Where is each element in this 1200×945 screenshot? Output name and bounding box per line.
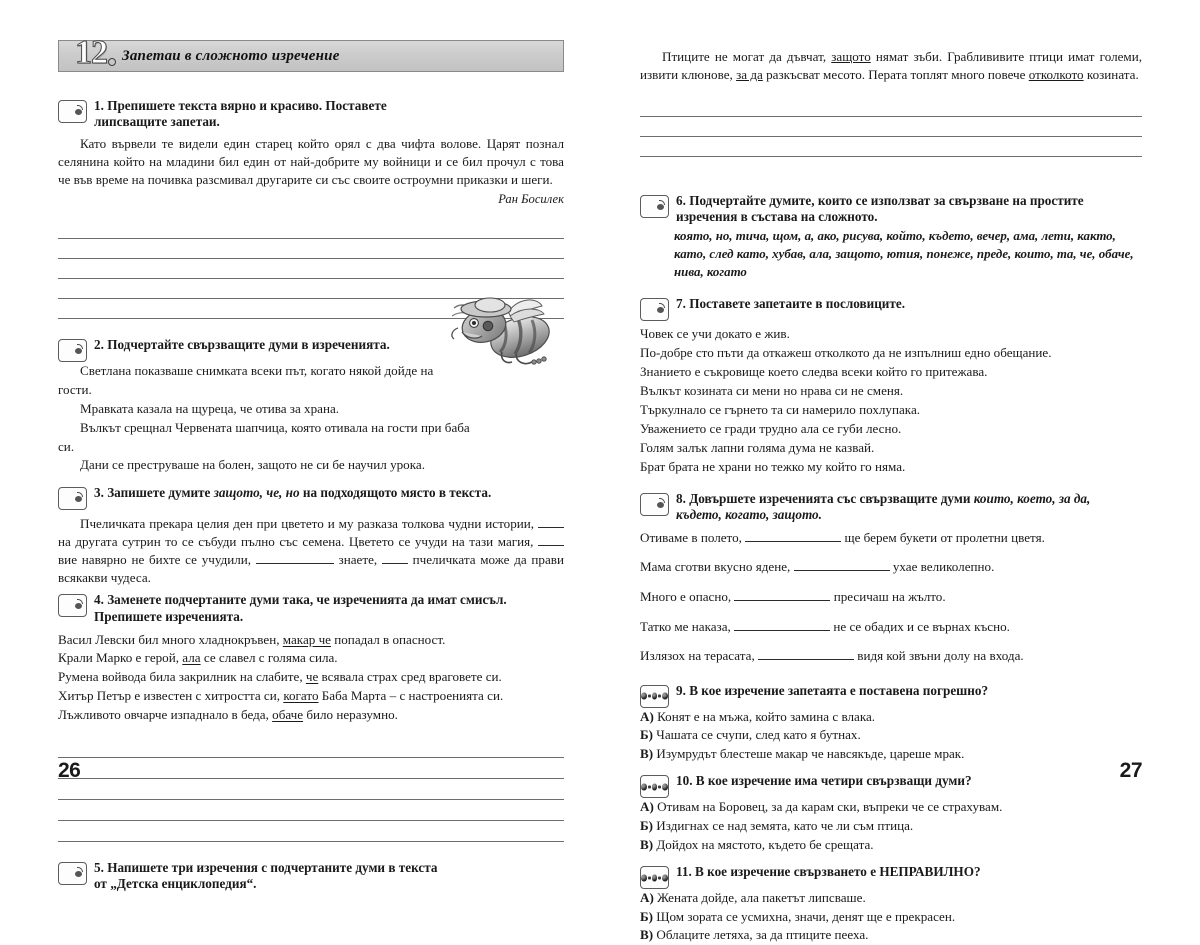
exercise-1-attribution: Ран Босилек: [498, 191, 564, 206]
exercise-4-head: [58, 592, 564, 624]
exercise-9-option-a[interactable]: [640, 708, 1142, 727]
exercise-4-title: [94, 592, 507, 624]
ex4-s2-underlined: ала: [182, 650, 201, 666]
exercise-6-word-list[interactable]: която, но, тича, щом, а, ако, рисува, който, където, вечер, ама, лети, както, като, след като, хубав, ала, защото, ютия, понеже, преде, които, та, че, обаче, нива, когато: [674, 228, 1134, 280]
answer-line[interactable]: [640, 97, 1142, 117]
exercise-1: [58, 98, 564, 319]
fill-blank[interactable]: [256, 563, 334, 564]
exercise-8-item-2: [640, 558, 1142, 577]
proverb-item: Търкулнало се гърнето та си намерило похлупака.: [640, 401, 921, 417]
insect-stamp-icon: [58, 487, 87, 510]
ex4-s5-pre: Лъжливото овчарче изпаднало в беда,: [58, 706, 273, 722]
chapter-number: 12: [75, 34, 107, 71]
ex8-i2-pre: Мама сготви вкусно ядене,: [640, 559, 794, 575]
exercise-3-title: [94, 485, 491, 501]
exercise-5-title-line1: 5. Напишете три изречения с подчертаните думи в текста: [94, 859, 438, 875]
option-letter: А): [640, 799, 654, 815]
proverb-item: Знанието е съкровище което следва всеки който го притежава.: [640, 363, 988, 379]
fill-blank[interactable]: [734, 600, 830, 601]
three-dots-quiz-icon: [640, 866, 669, 889]
insect-stamp-icon: [58, 862, 87, 885]
continuation-text: [640, 48, 1142, 84]
option-letter: В): [640, 836, 654, 852]
exercise-9-option-b[interactable]: [640, 726, 1142, 745]
exercise-8-item-3: [640, 588, 1142, 607]
exercise-5: [58, 860, 564, 892]
exercise-9-title: 9. В кое изречение запетаята е поставена погрешно?: [676, 682, 989, 698]
ex3-part-1: Пчеличката прекара целия ден при цветето и му разказа толкова чудни истории,: [80, 516, 538, 532]
ex4-s4-pre: Хитър Петър е известен с хитростта си,: [58, 688, 284, 704]
left-page: [0, 0, 600, 891]
answer-line[interactable]: [58, 259, 564, 279]
ex3-part-3: вие навярно не бихте се учудили,: [58, 551, 256, 567]
exercise-8-head: [640, 491, 1142, 523]
ex4-s4-underlined: когато: [283, 688, 319, 704]
exercise-6: [640, 193, 1142, 282]
exercise-4: [58, 592, 564, 841]
proverb-item: Уважението се гради трудно ала се губи лесно.: [640, 420, 902, 436]
exercise-3-title-pre: 3. Запишете думите: [94, 485, 214, 501]
exercise-10: [640, 773, 1142, 854]
top-text-pre: Птиците не могат да дъвчат,: [662, 49, 832, 64]
answer-line[interactable]: [58, 800, 564, 821]
top-text-underline-1: защото: [831, 49, 871, 64]
option-letter: Б): [640, 908, 654, 924]
fill-blank[interactable]: [538, 545, 564, 546]
fill-blank[interactable]: [538, 527, 564, 528]
exercise-4-sentence-1: [58, 631, 564, 650]
exercise-9-head: [640, 683, 1142, 708]
right-page-number: 27: [1119, 759, 1142, 782]
option-text: Жената дойде, ала пакетът липсваше.: [653, 890, 866, 906]
exercise-2-title: 2. Подчертайте свързващите думи в изреченията.: [94, 337, 390, 353]
exercise-5-title: [94, 860, 437, 892]
exercise-10-option-a[interactable]: [640, 798, 1142, 817]
exercise-10-title: 10. В кое изречение има четири свързващи думи?: [676, 773, 972, 789]
option-text: Дойдох на мястото, където бе срещата.: [653, 836, 874, 852]
left-page-number: 26: [58, 759, 81, 782]
ex8-i5-pre: Излязох на терасата,: [640, 648, 758, 664]
ex8-i5-post: видя кой звъни долу на входа.: [854, 648, 1024, 664]
exercise-6-title-line2: изречения в състава на сложното.: [676, 208, 878, 224]
answer-line[interactable]: [640, 137, 1142, 157]
ex3-part-2: на другата сутрин то се събуди пълно със семена. Цветето се учуди на тази магия,: [58, 534, 538, 550]
answer-line[interactable]: [58, 758, 564, 779]
top-text-underline-3: отколкото: [1028, 66, 1084, 82]
ex4-s2-post: се славел с голяма сила.: [200, 650, 338, 666]
exercise-1-title: [94, 98, 387, 130]
exercise-5-head: [58, 860, 564, 892]
insect-stamp-icon: [58, 339, 87, 362]
ex3-part-5: пчеличката може да прави всякакви чудеса.: [58, 551, 564, 585]
ex4-s2-pre: Крали Марко е герой,: [58, 650, 183, 666]
answer-line[interactable]: [58, 239, 564, 259]
option-text: Щом зората се усмихна, значи, денят ще е прекрасен.: [653, 908, 956, 924]
ex4-s4-post: Баба Марта – с настроенията си.: [318, 688, 504, 704]
fill-blank[interactable]: [794, 570, 890, 571]
proverb-item: Брат брата не храни но тежко му който го няма.: [640, 458, 906, 474]
ex8-i2-post: ухае великолепно.: [889, 559, 995, 575]
exercise-5-title-line2: от „Детска енциклопедия“.: [94, 875, 257, 891]
ex8-i3-post: пресичаш на жълто.: [830, 588, 946, 604]
option-letter: А): [640, 890, 654, 906]
ex3-part-4: знаете,: [333, 551, 382, 567]
insect-stamp-icon: [58, 100, 87, 123]
bee-illustration: [446, 292, 564, 370]
exercise-6-title-line1: 6. Подчертайте думите, които се използват за свързване на простите: [676, 192, 1084, 208]
option-letter: Б): [640, 727, 654, 743]
exercise-8-item-5: [640, 647, 1142, 666]
exercise-2-sentence-1: Светлана показваше снимката всеки път, когато някой дойде на гости.: [58, 363, 434, 398]
exercise-1-title-line1: 1. Препишете текста вярно и красиво. Поставете: [94, 98, 387, 113]
exercise-10-head: [640, 773, 1142, 798]
ex8-i4-post: не се обадих и се върнах късно.: [830, 618, 1010, 634]
exercise-6-head: [640, 193, 1142, 225]
exercise-2-sentence-2: Мравката казала на щуреца, че отива за храна.: [80, 400, 340, 416]
insect-stamp-icon: [640, 493, 669, 516]
ex8-i1-pre: Отиваме в полето,: [640, 529, 746, 545]
exercise-11: [640, 864, 1142, 945]
top-text-post: козината.: [1083, 66, 1139, 82]
ex4-s1-pre: Васил Левски бил много хладнокръвен,: [58, 631, 283, 647]
answer-line[interactable]: [58, 779, 564, 800]
exercise-8: [640, 491, 1142, 666]
fill-blank[interactable]: [758, 659, 854, 660]
proverb-item: По-добре сто пъти да откажеш отколкото да не изпълниш едно обещание.: [640, 344, 1052, 360]
right-page: [600, 0, 1200, 943]
exercise-7: [640, 296, 1142, 477]
exercise-4-title-line2: Препишете изреченията.: [94, 608, 244, 624]
exercise-3-title-post: на подходящото място в текста.: [299, 485, 492, 501]
exercise-3-title-words: защото, че, но: [213, 485, 300, 501]
exercise-8-title-words-2: където, когато, защото.: [676, 506, 822, 522]
exercise-7-head: [640, 296, 1142, 321]
continuation-answer-lines[interactable]: [640, 97, 1142, 157]
top-text-mid-2: разкъсват месото. Перата топлят много повече: [762, 66, 1029, 82]
ex4-s5-underlined: обаче: [272, 706, 304, 722]
insect-stamp-icon: [640, 298, 669, 321]
exercise-10-option-b[interactable]: [640, 817, 1142, 836]
exercise-8-title-words-1: които, което, за да,: [973, 490, 1091, 506]
option-text: Облаците летяха, за да птиците пееха.: [653, 927, 869, 943]
exercise-8-item-4: [640, 618, 1142, 637]
exercise-1-text: Като вървели те видели един старец който орял с два чифта волове. Царят познал селянина който на младини бил един от най-добрите му войници и се бил прочул с това че във време на почивка разсмивал другарите си със своите остроумни приказки и шеги.: [58, 136, 564, 187]
exercise-8-title: [676, 491, 1090, 523]
exercise-3-head: [58, 485, 564, 510]
exercise-11-option-c[interactable]: [640, 926, 1142, 945]
option-letter: Б): [640, 817, 654, 833]
exercise-8-title-pre: 8. Довършете изреченията със свързващите думи: [676, 490, 974, 506]
exercise-1-head: [58, 98, 564, 130]
exercise-4-sentence-4: [58, 687, 564, 706]
exercise-1-title-line2: липсващите запетаи.: [94, 114, 220, 130]
ex4-s3-post: всявала страх сред враговете си.: [318, 669, 502, 685]
exercise-4-sentence-2: [58, 649, 564, 668]
option-letter: В): [640, 745, 654, 761]
chapter-number-dot-icon: [108, 58, 116, 66]
chapter-title: Запетаи в сложното изречение: [122, 47, 340, 64]
option-text: Изумрудът блестеше макар че навсякъде, цареше мрак.: [653, 745, 965, 761]
ex4-s5-post: било неразумно.: [303, 706, 398, 722]
insect-stamp-icon: [58, 594, 87, 617]
exercise-4-sentence-5: [58, 706, 564, 725]
ex8-i3-pre: Много е опасно,: [640, 588, 735, 604]
exercise-8-item-1: [640, 529, 1142, 548]
option-letter: В): [640, 927, 654, 943]
exercise-10-option-c[interactable]: [640, 836, 1142, 855]
exercise-4-answer-lines[interactable]: [58, 737, 564, 842]
answer-line[interactable]: [640, 117, 1142, 137]
proverb-item: Голям залък лапни голяма дума не казвай.: [640, 439, 875, 455]
exercise-2-sentence-3: Вълкът срещнал Червената шапчица, която отивала на гости при баба си.: [58, 419, 470, 454]
proverb-item: Човек се учи докато е жив.: [640, 325, 790, 341]
exercise-9-option-c[interactable]: [640, 745, 1142, 764]
top-text-underline-2: за да: [736, 66, 763, 82]
ex8-i1-post: ще берем букети от пролетни цветя.: [841, 529, 1045, 545]
exercise-11-option-b[interactable]: [640, 908, 1142, 927]
option-text: Чашата се счупи, след като я бутнах.: [653, 727, 861, 743]
exercise-9: [640, 683, 1142, 764]
exercise-11-option-a[interactable]: [640, 889, 1142, 908]
exercise-6-title: [676, 193, 1084, 225]
option-text: Конят е на мъжа, който замина с влака.: [653, 708, 876, 724]
exercise-4-title-line1: 4. Заменете подчертаните думи така, че изреченията да имат смисъл.: [94, 592, 507, 608]
exercise-11-head: [640, 864, 1142, 889]
answer-line[interactable]: [58, 821, 564, 842]
chapter-header-bar: [58, 34, 564, 72]
exercise-2-sentence-4: Дани се преструваше на болен, защото не си бе научил урока.: [80, 457, 425, 473]
answer-line[interactable]: [58, 219, 564, 239]
three-dots-quiz-icon: [640, 775, 669, 798]
ex4-s1-post: попадал в опасност.: [330, 631, 446, 647]
fill-blank[interactable]: [745, 541, 841, 542]
option-text: Издигнах се над земята, като че ли съм птица.: [653, 817, 914, 833]
option-letter: А): [640, 708, 654, 724]
exercise-3: [58, 485, 564, 586]
answer-line[interactable]: [58, 737, 564, 758]
fill-blank[interactable]: [734, 630, 830, 631]
exercise-4-sentence-3: [58, 668, 564, 687]
option-text: Отивам на Боровец, за да карам ски, въпреки че се страхувам.: [653, 799, 1003, 815]
exercise-3-text: [58, 515, 564, 586]
ex4-s1-underlined: макар че: [282, 631, 331, 647]
ex4-s3-pre: Румена войвода била закрилник на слабите,: [58, 669, 306, 685]
top-text-mid-1: нямат зъби. Граблививите птици имат големи, извити клюнове,: [640, 49, 1142, 82]
ex8-i4-pre: Татко ме наказа,: [640, 618, 735, 634]
fill-blank[interactable]: [382, 563, 408, 564]
insect-stamp-icon: [640, 195, 669, 218]
three-dots-quiz-icon: [640, 685, 669, 708]
proverb-item: Вълкът козината си мени но нрава си не сменя.: [640, 382, 904, 398]
exercise-11-title: 11. В кое изречение свързването е НЕПРАВИЛНО?: [676, 864, 981, 880]
exercise-7-title: 7. Поставете запетаите в пословиците.: [676, 295, 906, 311]
ex4-s3-underlined: че: [305, 669, 319, 685]
